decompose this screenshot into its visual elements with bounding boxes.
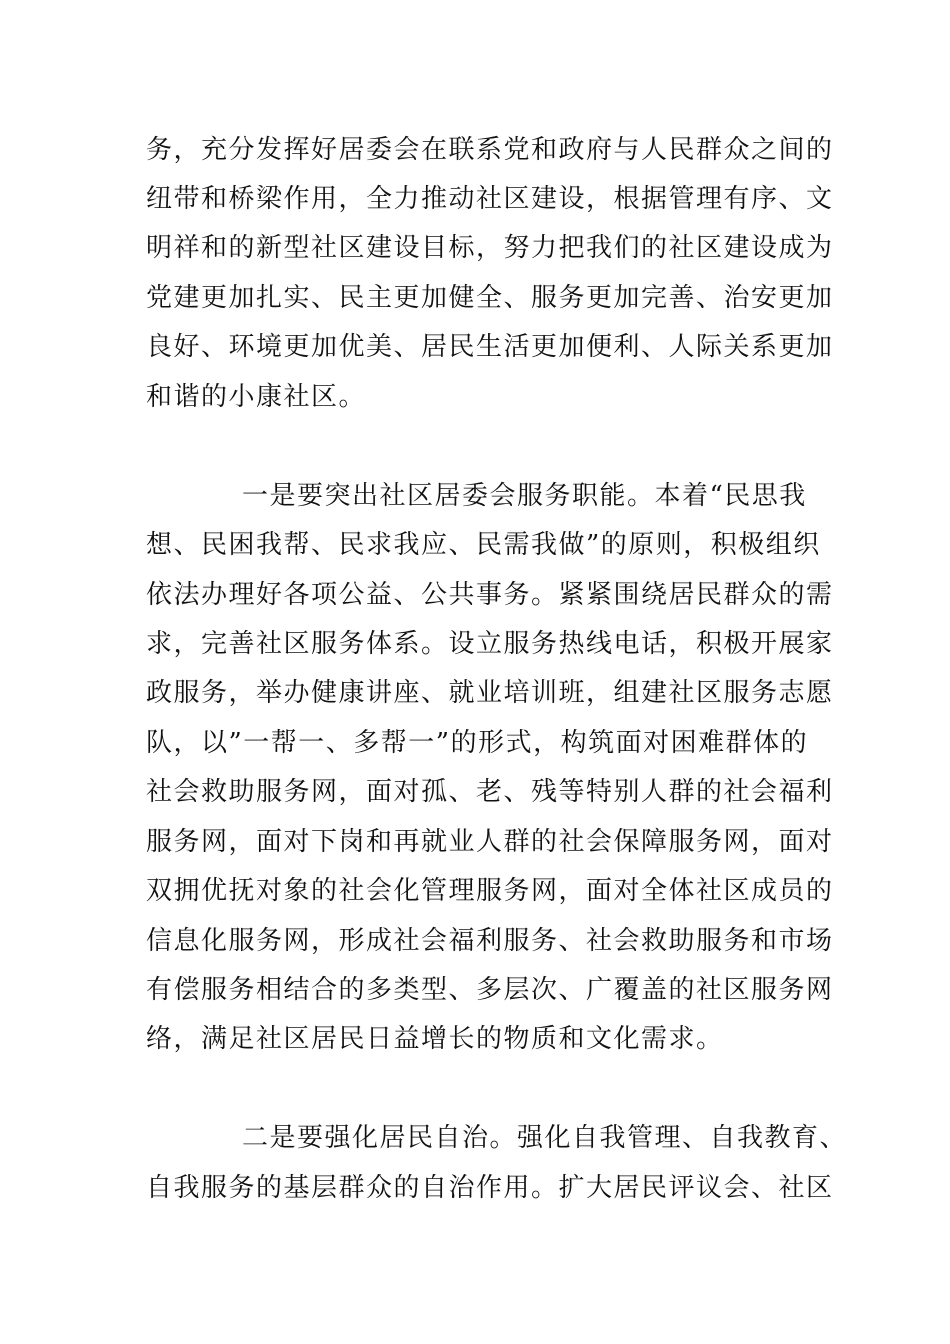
text-line: 党建更加扎实、民主更加健全、服务更加完善、治安更加 [146,283,834,313]
text-line: 自我服务的基层群众的自治作用。扩大居民评议会、社区 [146,1173,834,1203]
text-line: 队，以”一帮一、多帮一”的形式，构筑面对困难群体的 [146,728,809,758]
text-line: 社会救助服务网，面对孤、老、残等特别人群的社会福利 [146,777,834,807]
text-line: 双拥优抚对象的社会化管理服务网，面对全体社区成员的 [146,876,834,906]
text-line: 络，满足社区居民日益增长的物质和文化需求。 [146,1024,724,1054]
text-line: 务，充分发挥好居委会在联系党和政府与人民群众之间的 [146,135,834,165]
text-line: 求，完善社区服务体系。设立服务热线电话，积极开展家 [146,629,834,659]
text-line: 依法办理好各项公益、公共事务。紧紧围绕居民群众的需 [146,580,834,610]
text-line: 政服务，举办健康讲座、就业培训班，组建社区服务志愿 [146,678,834,708]
text-line: 一是要突出社区居委会服务职能。本着“民思我 [242,481,807,511]
text-line: 想、民困我帮、民求我应、民需我做”的原则，积极组织 [146,530,821,560]
text-line: 和谐的小康社区。 [146,382,367,412]
text-line: 明祥和的新型社区建设目标，努力把我们的社区建设成为 [146,233,834,263]
text-line: 二是要强化居民自治。强化自我管理、自我教育、 [242,1123,848,1153]
text-line: 有偿服务相结合的多类型、多层次、广覆盖的社区服务网 [146,975,834,1005]
text-line: 纽带和桥梁作用，全力推动社区建设，根据管理有序、文 [146,184,834,214]
text-line: 服务网，面对下岗和再就业人群的社会保障服务网，面对 [146,827,834,857]
text-line: 良好、环境更加优美、居民生活更加便利、人际关系更加 [146,332,834,362]
text-line: 信息化服务网，形成社会福利服务、社会救助服务和市场 [146,926,834,956]
